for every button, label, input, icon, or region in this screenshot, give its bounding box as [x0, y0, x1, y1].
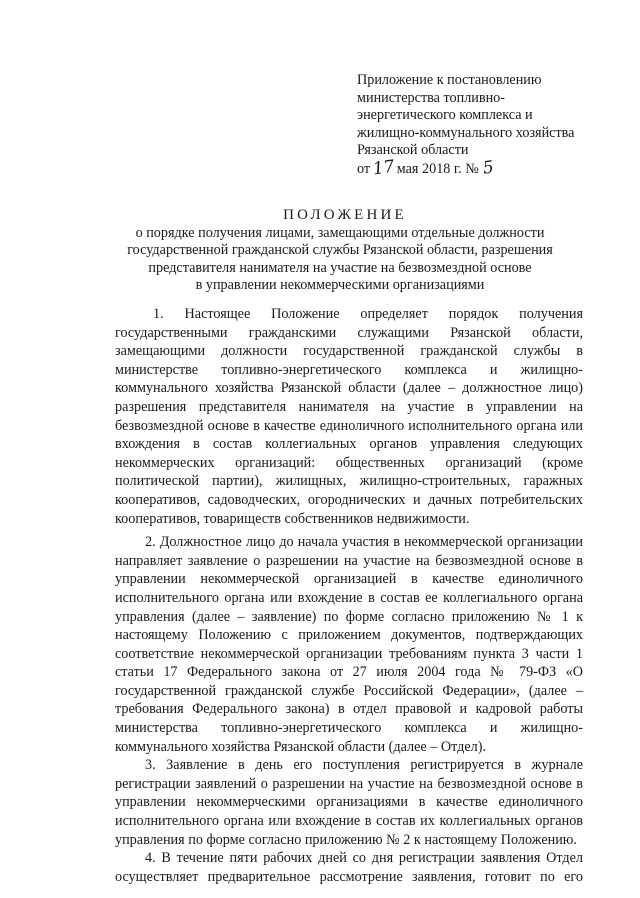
- body-line: настоящему Положению с приложением документов, подтверждающих: [115, 627, 583, 644]
- body-line: управлении некоммерческой организацией в качестве единоличного: [115, 571, 583, 588]
- date-prefix: от: [357, 160, 371, 177]
- body-line: 4. В течение пяти рабочих дней со дня регистрации заявления Отдел: [145, 850, 583, 867]
- body-line: министерства топливно-энергетического комплекса и жилищно-: [115, 720, 583, 737]
- body-line: политической партии), жилищных, жилищно-строительных, гаражных: [115, 473, 583, 490]
- body-line: управления (далее – заявление) по форме согласно приложению № 1 к: [115, 608, 583, 625]
- body-line: кооперативов, товариществ собственников недвижимости.: [115, 510, 470, 527]
- appendix-block: [357, 72, 607, 178]
- body-line: некоммерческих организаций: общественных организаций (кроме: [115, 454, 583, 471]
- body-line: исполнительного органа или вхождение в состав их коллегиальных органов: [115, 813, 583, 830]
- body-line: 1. Настоящее Положение определяет порядок получения: [153, 306, 583, 322]
- body-line: кооперативов, садоводческих, огороднических и дачных потребительских: [115, 491, 583, 508]
- body-line: исполнительного органа или вхождение в состав ее коллегиального органа: [115, 589, 583, 606]
- body-line: направляет заявление о разрешении на участие на безвозмездной основе в: [115, 552, 583, 569]
- body-line: регистрации заявлений о разрешении на участие на безвозмездной основе в: [115, 775, 583, 792]
- body-line: государственными гражданскими служащими Рязанской области,: [115, 324, 583, 341]
- body-line: статьи 17 Федерального закона от 27 июля 2004 года № 79-ФЗ «О: [115, 664, 583, 681]
- title-subtitle-line: о порядке получения лицами, замещающими отдельные должности: [135, 225, 545, 241]
- body-line: осуществляет предварительное рассмотрение заявления, готовит по его: [115, 868, 583, 885]
- appendix-line: министерства топливно-: [357, 89, 505, 106]
- appendix-line: энергетического комплекса и: [357, 107, 533, 123]
- body-line: управления по форме согласно приложению № 2 к настоящему Положению.: [115, 831, 577, 848]
- document-body: [115, 305, 583, 886]
- body-line: требования Федерального закона) в отдел правовой и кадровой работы: [115, 701, 583, 718]
- title-heading: ПОЛОЖЕНИЕ: [283, 207, 407, 223]
- body-line: коммунального хозяйства Рязанской области (далее – должностное лицо): [115, 380, 583, 397]
- body-line: безвозмездной основе в качестве единоличного исполнительного органа или: [115, 417, 583, 434]
- body-line: государственной гражданской службе Российской Федерации», (далее –: [115, 682, 583, 699]
- body-line: министерстве топливно-энергетического комплекса и жилищно-: [115, 361, 583, 378]
- body-line: 3. Заявление в день его поступления регистрируется в журнале: [145, 757, 583, 774]
- body-line: разрешения представителя нанимателя на участие в управлении на: [115, 398, 583, 415]
- document-title: [0, 205, 640, 295]
- date-rest: мая 2018 г. №: [396, 160, 479, 177]
- body-line: соответствие некоммерческой организации требованиям пункта 3 части 1: [115, 645, 583, 662]
- body-line: 2. Должностное лицо до начала участия в некоммерческой организации: [145, 534, 583, 551]
- handwritten-number: 5: [481, 156, 495, 179]
- body-line: вхождения в состав коллегиальных органов управления следующих: [115, 436, 583, 453]
- appendix-date-line: [357, 156, 607, 179]
- body-line: замещающими должности государственной гражданской службы в: [115, 343, 583, 360]
- body-line: управлении некоммерческими организациями в качестве единоличного: [115, 794, 583, 811]
- title-subtitle-line: представителя нанимателя на участие на безвозмездной основе: [148, 259, 532, 276]
- appendix-line: Рязанской области: [357, 142, 469, 158]
- title-subtitle-line: в управлении некоммерческими организациями: [195, 277, 485, 294]
- title-subtitle-line: государственной гражданской службы Рязанской области, разрешения: [127, 242, 553, 259]
- body-line: коммунального хозяйства Рязанской области (далее – Отдел).: [115, 738, 487, 755]
- appendix-line: жилищно-коммунального хозяйства: [357, 124, 575, 141]
- handwritten-day: 17: [371, 156, 396, 179]
- appendix-line: Приложение к постановлению: [357, 72, 542, 88]
